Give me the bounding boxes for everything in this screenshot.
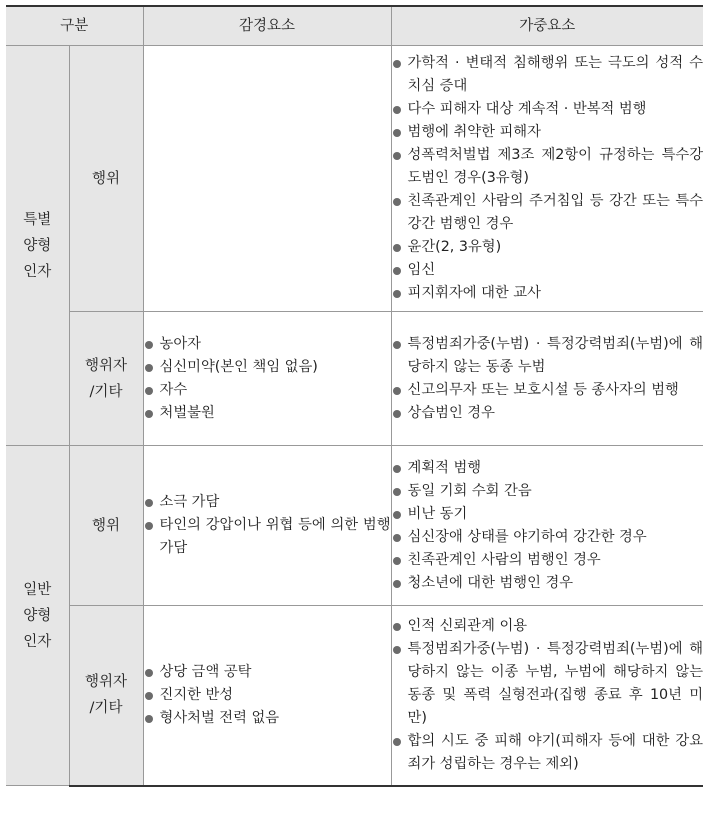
row-label-general-act: 행위 — [69, 446, 143, 606]
mitigating-cell — [143, 446, 391, 606]
table-row — [6, 606, 703, 786]
list-item: 윤간(2, 3유형) — [392, 236, 704, 259]
list-item: 형사처벌 전력 없음 — [144, 707, 391, 730]
row-label-general-actor: 행위자 /기타 — [69, 606, 143, 786]
row-label-special-actor: 행위자 /기타 — [69, 312, 143, 446]
aggravating-cell — [391, 446, 703, 606]
list-item: 합의 시도 중 피해 야기(피해자 등에 대한 강요죄가 성립하는 경우는 제외) — [392, 730, 704, 776]
aggravating-list — [392, 52, 704, 305]
list-item: 범행에 취약한 피해자 — [392, 121, 704, 144]
section-label-special: 특별 양형 인자 — [6, 46, 69, 446]
list-item: 친족관계인 사람의 주거침입 등 강간 또는 특수강간 범행인 경우 — [392, 190, 704, 236]
list-item: 농아자 — [144, 333, 391, 356]
list-item: 계획적 범행 — [392, 457, 704, 480]
list-item: 가학적 · 변태적 침해행위 또는 극도의 성적 수치심 증대 — [392, 52, 704, 98]
list-item: 심신장애 상태를 야기하여 강간한 경우 — [392, 526, 704, 549]
aggravating-cell — [391, 606, 703, 786]
list-item: 성폭력처벌법 제3조 제2항이 규정하는 특수강도범인 경우(3유형) — [392, 144, 704, 190]
list-item: 피지휘자에 대한 교사 — [392, 282, 704, 305]
aggravating-list — [392, 615, 704, 776]
section-label-general: 일반 양형 인자 — [6, 446, 69, 786]
list-item: 인적 신뢰관계 이용 — [392, 615, 704, 638]
table-row — [6, 446, 703, 606]
list-item: 소극 가담 — [144, 491, 391, 514]
mitigating-list — [144, 661, 391, 730]
table-row — [6, 46, 703, 312]
row-label-special-act: 행위 — [69, 46, 143, 312]
aggravating-list — [392, 333, 704, 425]
list-item: 타인의 강압이나 위협 등에 의한 범행가담 — [144, 514, 391, 560]
list-item: 다수 피해자 대상 계속적 · 반복적 범행 — [392, 98, 704, 121]
mitigating-list — [144, 491, 391, 560]
list-item: 상습범인 경우 — [392, 402, 704, 425]
mitigating-list — [144, 333, 391, 425]
aggravating-list — [392, 457, 704, 595]
header-category: 구분 — [6, 6, 143, 46]
mitigating-cell — [143, 606, 391, 786]
list-item: 특정범죄가중(누범) · 특정강력범죄(누범)에 해당하지 않는 이종 누범, 누범에 해당하지 않는 동종 및 폭력 실형전과(집행 종료 후 10년 미만) — [392, 638, 704, 730]
table-row — [6, 312, 703, 446]
list-item: 신고의무자 또는 보호시설 등 종사자의 범행 — [392, 379, 704, 402]
list-item: 심신미약(본인 책임 없음) — [144, 356, 391, 379]
header-mitigating: 감경요소 — [143, 6, 391, 46]
list-item: 청소년에 대한 범행인 경우 — [392, 572, 704, 595]
sentencing-factors-table — [6, 5, 703, 787]
list-item: 임신 — [392, 259, 704, 282]
aggravating-cell — [391, 312, 703, 446]
list-item: 상당 금액 공탁 — [144, 661, 391, 684]
list-item: 처벌불원 — [144, 402, 391, 425]
header-aggravating: 가중요소 — [391, 6, 703, 46]
mitigating-cell — [143, 46, 391, 312]
aggravating-cell — [391, 46, 703, 312]
list-item: 진지한 반성 — [144, 684, 391, 707]
list-item: 친족관계인 사람의 범행인 경우 — [392, 549, 704, 572]
list-item: 비난 동기 — [392, 503, 704, 526]
mitigating-cell — [143, 312, 391, 446]
list-item: 자수 — [144, 379, 391, 402]
table-header-row — [6, 6, 703, 46]
list-item: 특정범죄가중(누범) · 특정강력범죄(누범)에 해당하지 않는 동종 누범 — [392, 333, 704, 379]
list-item: 동일 기회 수회 간음 — [392, 480, 704, 503]
